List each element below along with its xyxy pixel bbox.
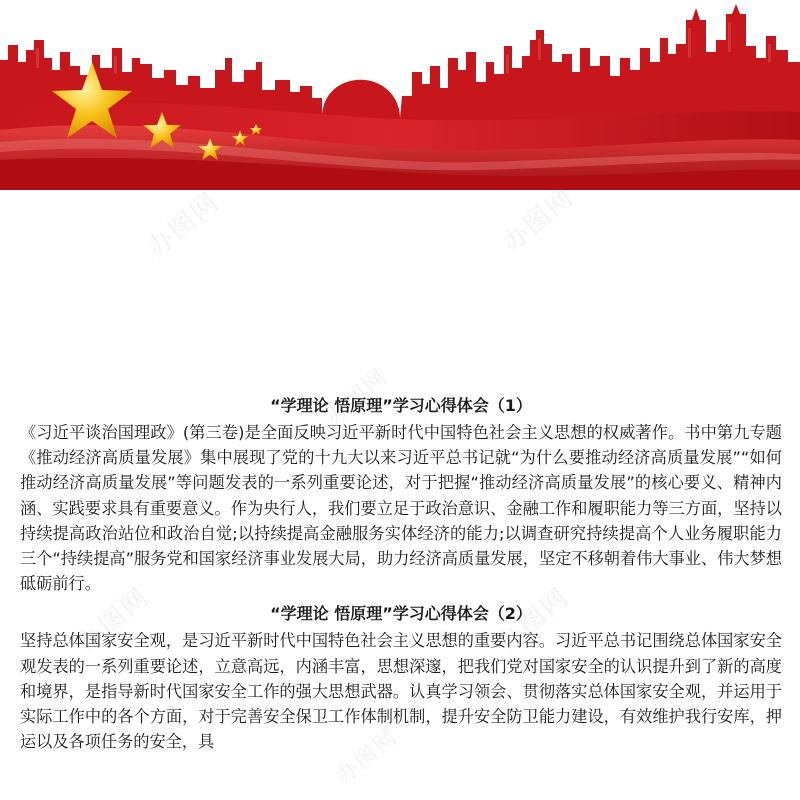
watermark-text: 办图网 [71,581,156,659]
document-content [20,392,782,758]
watermark-text: 办图网 [496,181,581,259]
article-title: “学理论 悟原理”学习心得体会（2） [270,604,532,624]
article-1 [20,392,782,596]
article-body: 《习近平谈治国理政》(第三卷)是全面反映习近平新时代中国特色社会主义思想的权威著作。书中第九专题《推动经济高质量发展》集中展现了党的十九大以来习近平总书记就“为什么要推动经济高质量发展”“如何推动经济高质量发展”等问题发表的一系列重要论述，对于把握“推动经济高质量发展”的核心要义、精神内涵、实践要求具有重要意义。作为央行人，我们要立足于政治意识、金融工作和履职能力等三方面，坚持以持续提高政治站位和政治自觉;以持续提高金融服务实体经济的能力;以调查研究持续提高个人业务履职能力三个“持续提高”服务党和国家经济事业发展大局，助力经济高质量发展，坚定不移朝着伟大事业、伟大梦想砥砺前行。 [20,423,782,594]
watermark-text: 办图网 [321,364,393,430]
article-body: 坚持总体国家安全观，是习近平新时代中国特色社会主义思想的重要内容。习近平总书记围绕总体国家安全观发表的一系列重要论述，立意高远，内涵丰富，思想深邃，把我们党对国家安全的认识提升到了新的高度和境界，是指导新时代国家安全工作的强大思想武器。认真学习领会、贯彻落实总体国家安全观，并运用于实际工作中的各个方面，对于完善安全保卫工作体制机制，提升安全防卫能力建设，有效维护我行安库，押运以及各项任务的安全，具 [20,631,782,752]
article-2 [20,600,782,754]
watermark-text: 办图网 [331,724,403,790]
watermark-text: 办图网 [141,186,226,264]
city-skyline-graphic [0,0,800,190]
watermark-text: 办图网 [491,581,576,659]
header-banner [0,0,800,190]
article-title: “学理论 悟原理”学习心得体会（1） [270,396,532,415]
